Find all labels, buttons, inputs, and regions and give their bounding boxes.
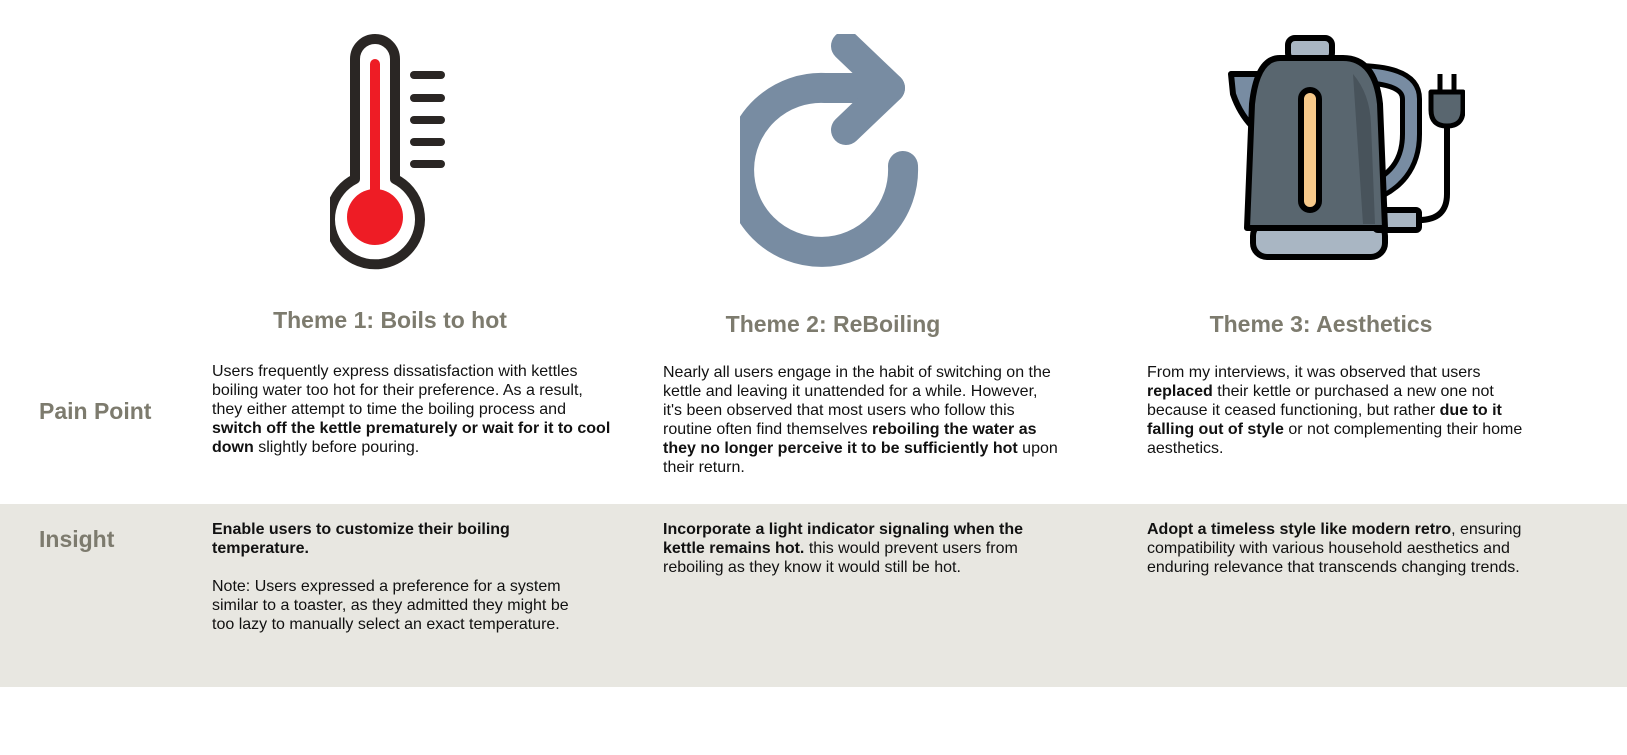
- body-text: upon their return.: [663, 440, 1058, 476]
- theme-2-pain-text: [663, 363, 1058, 477]
- emphasis-text: Enable users to customize their boiling temperature.: [212, 521, 510, 557]
- refresh-icon: [740, 34, 940, 269]
- theme-2-title: Theme 2: ReBoiling: [725, 311, 941, 337]
- body-text: Nearly all users engage in the habit of switching on the kettle and leaving it unattended for a while. However, it's been observed that most users who follow this routine often find themselves: [663, 364, 1051, 438]
- kettle-icon: [1225, 34, 1465, 274]
- theme-3-pain-text: [1147, 363, 1547, 458]
- emphasis-text: Incorporate a light indicator signaling when the kettle remains hot.: [663, 521, 1024, 557]
- body-text: , ensuring compatibility with various household aesthetics and enduring relevance that transcends changing trends.: [1147, 521, 1522, 576]
- emphasis-text: replaced: [1147, 383, 1213, 400]
- body-text: Users frequently express dissatisfaction with kettles boiling water too hot for their preference. As a result, they either attempt to time the boiling process and: [212, 363, 583, 418]
- theme-1-title: Theme 1: Boils to hot: [273, 307, 507, 333]
- thermometer-icon: [330, 34, 450, 274]
- insight-label: Insight: [39, 526, 115, 552]
- theme-1-insight-text: [212, 520, 587, 558]
- pain-point-label: Pain Point: [39, 398, 152, 424]
- body-text: From my interviews, it was observed that users: [1147, 364, 1481, 381]
- theme-2-insight-text: [663, 520, 1048, 577]
- emphasis-text: due to it falling out of style: [1147, 402, 1502, 438]
- emphasis-text: Adopt a timeless style like modern retro: [1147, 521, 1452, 538]
- body-text: slightly before pouring.: [253, 439, 420, 456]
- theme-3-insight-text: [1147, 520, 1547, 577]
- theme-1-insight: [212, 520, 587, 634]
- emphasis-text: reboiling the water as they no longer perceive it to be sufficiently hot: [663, 421, 1037, 457]
- theme-3-title: Theme 3: Aesthetics: [1209, 311, 1433, 337]
- emphasis-text: switch off the kettle prematurely or wait for it to cool down: [212, 420, 611, 456]
- body-text: or not complementing their home aesthetics.: [1147, 421, 1523, 457]
- theme-1-insight-note: Note: Users expressed a preference for a system similar to a toaster, as they admitted they might be too lazy to manually select an exact temperature.: [212, 578, 569, 633]
- theme-1-pain-text: [212, 362, 617, 457]
- body-text: their kettle or purchased a new one not because it ceased functioning, but rather: [1147, 383, 1494, 419]
- body-text: this would prevent users from reboiling as they know it would still be hot.: [663, 540, 1018, 576]
